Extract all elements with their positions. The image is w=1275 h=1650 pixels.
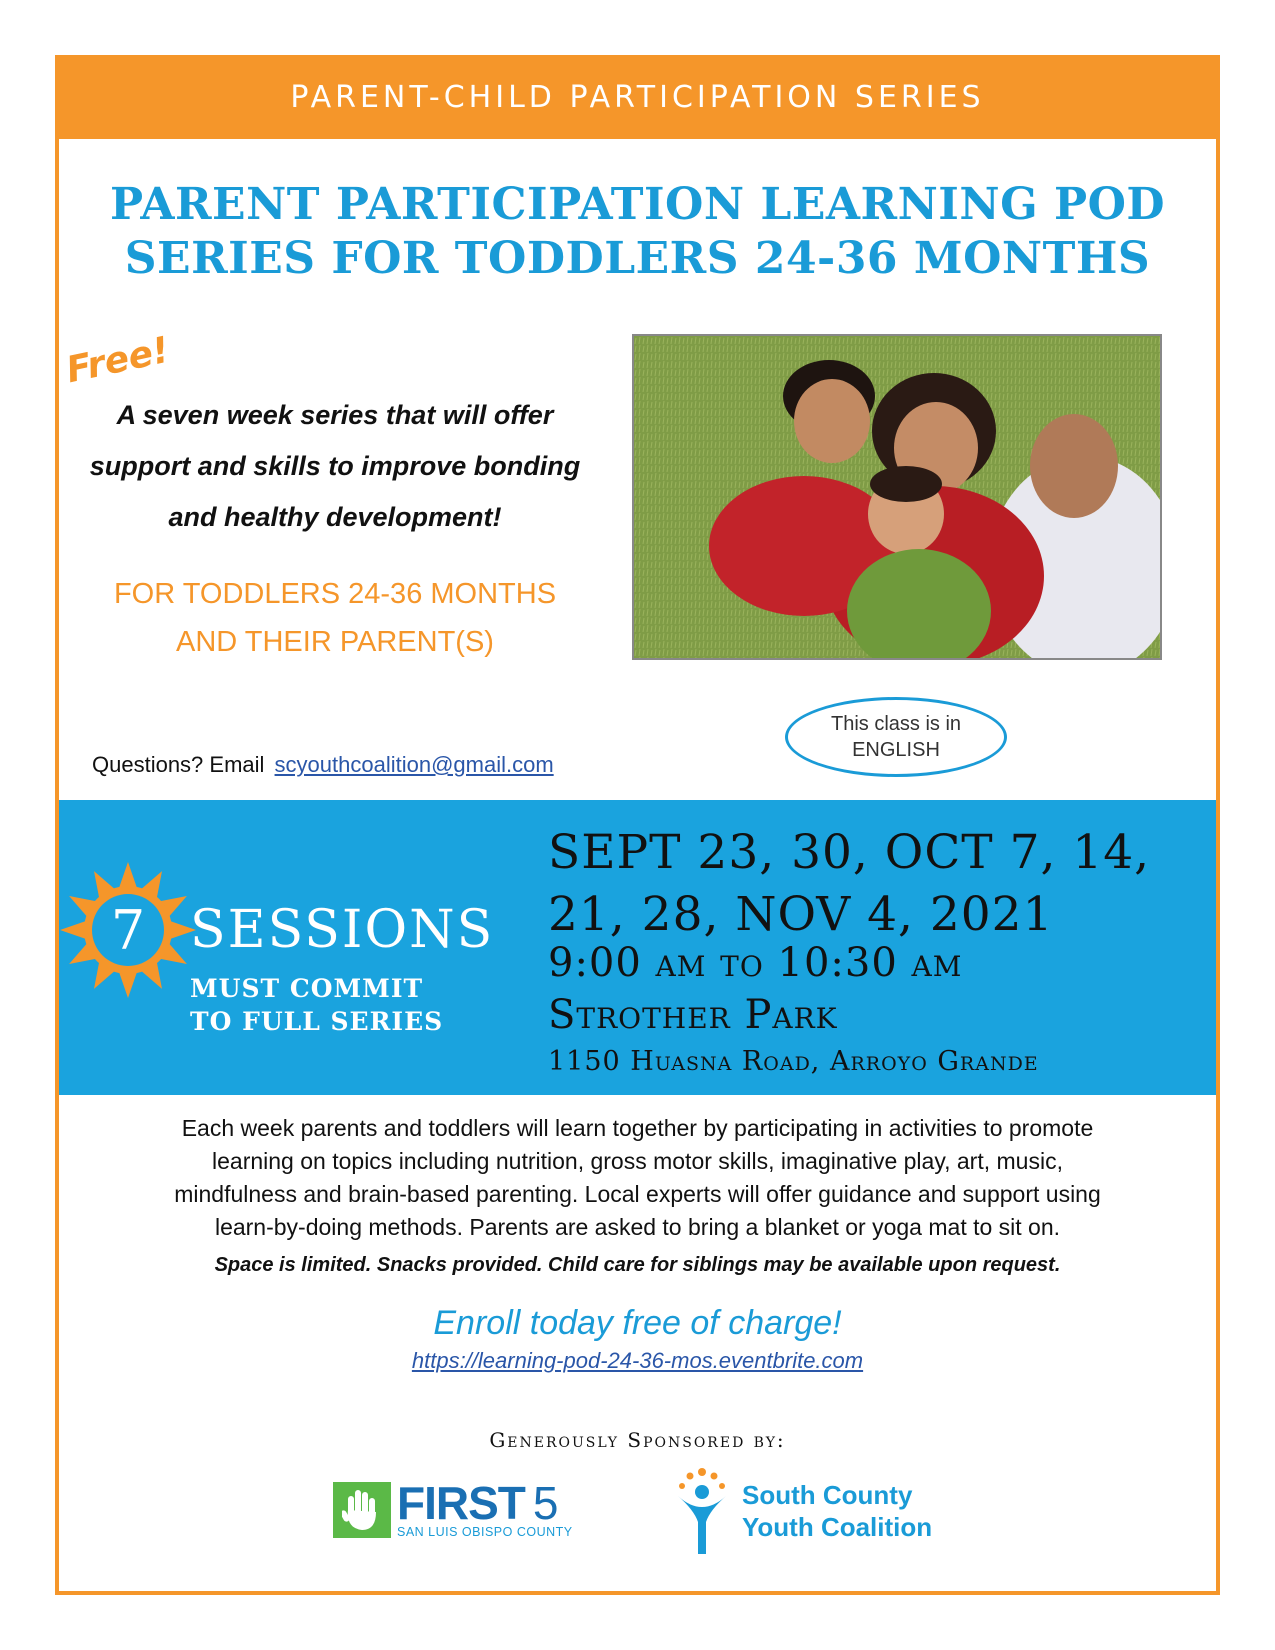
scyc-line-1: South County xyxy=(742,1480,913,1510)
headline xyxy=(60,178,1215,286)
scyc-line-2: Youth Coalition xyxy=(742,1512,933,1542)
intro-line-3: and healthy development! xyxy=(168,502,502,532)
headline-line-2: SERIES FOR TODDLERS 24-36 MONTHS xyxy=(124,233,1151,284)
session-time: 9:00 am to 10:30 am xyxy=(548,940,963,986)
contact-email-link[interactable]: scyouthcoalition@gmail.com xyxy=(274,752,554,777)
session-dates xyxy=(548,822,1150,946)
audience-line-1: FOR TODDLERS 24-36 MONTHS xyxy=(113,578,557,610)
banner-title: PARENT-CHILD PARTICIPATION SERIES xyxy=(290,79,985,115)
questions-label: Questions? Email xyxy=(92,752,265,777)
first5-number: 5 xyxy=(532,1477,558,1529)
description-line-2: learning on topics including nutrition, gross motor skills, imaginative play, art, music, xyxy=(212,1148,1063,1174)
session-location: Strother Park xyxy=(548,992,838,1038)
scyc-logo xyxy=(670,1466,932,1556)
first5-name: FIRST xyxy=(397,1477,525,1529)
first5-logo xyxy=(333,1478,573,1542)
hand-icon xyxy=(333,1482,391,1538)
intro-line-1: A seven week series that will offer xyxy=(116,400,554,430)
headline-line-1: PARENT PARTICIPATION LEARNING POD xyxy=(109,179,1166,230)
free-tag: Free! xyxy=(62,329,173,392)
top-banner xyxy=(55,55,1220,139)
description-line-3: mindfulness and brain-based parenting. Local experts will offer guidance and support using xyxy=(174,1181,1101,1207)
description-line-4: learn-by-doing methods. Parents are asked to bring a blanket or yoga mat to sit on. xyxy=(214,1214,1061,1240)
space-limited-note: Space is limited. Snacks provided. Child care for siblings may be available upon request. xyxy=(214,1254,1061,1276)
language-badge xyxy=(785,697,1007,777)
enroll-link[interactable]: https://learning-pod-24-36-mos.eventbrite.com xyxy=(411,1348,864,1373)
enroll-link-wrap xyxy=(80,1348,1195,1374)
commit-line-2: TO FULL SERIES xyxy=(190,1007,444,1036)
sessions-label: SESSIONS xyxy=(190,900,495,960)
family-photo xyxy=(632,334,1162,660)
audience-text xyxy=(70,570,600,666)
enroll-heading: Enroll today free of charge! xyxy=(433,1304,842,1342)
session-count: 7 xyxy=(110,898,146,962)
session-address: 1150 Huasna Road, Arroyo Grande xyxy=(548,1046,1039,1077)
first5-subtitle: SAN LUIS OBISPO COUNTY xyxy=(397,1525,573,1539)
intro-text xyxy=(70,390,600,543)
dates-line-1: SEPT 23, 30, OCT 7, 14, xyxy=(548,825,1151,880)
commit-line-1: MUST COMMIT xyxy=(190,974,424,1003)
language-line-1: This class is in xyxy=(830,713,962,735)
description-line-1: Each week parents and toddlers will learn together by participating in activities to promote xyxy=(181,1115,1094,1141)
language-line-2: ENGLISH xyxy=(852,739,940,761)
questions-line xyxy=(92,752,554,778)
person-figure-icon xyxy=(670,1466,734,1556)
audience-line-2: AND THEIR PARENT(S) xyxy=(176,626,494,658)
description xyxy=(80,1112,1195,1244)
sponsors-heading: Generously Sponsored by: xyxy=(489,1428,786,1452)
dates-line-2: 21, 28, NOV 4, 2021 xyxy=(548,887,1054,942)
intro-line-2: support and skills to improve bonding xyxy=(89,451,581,481)
commit-note xyxy=(190,972,443,1038)
